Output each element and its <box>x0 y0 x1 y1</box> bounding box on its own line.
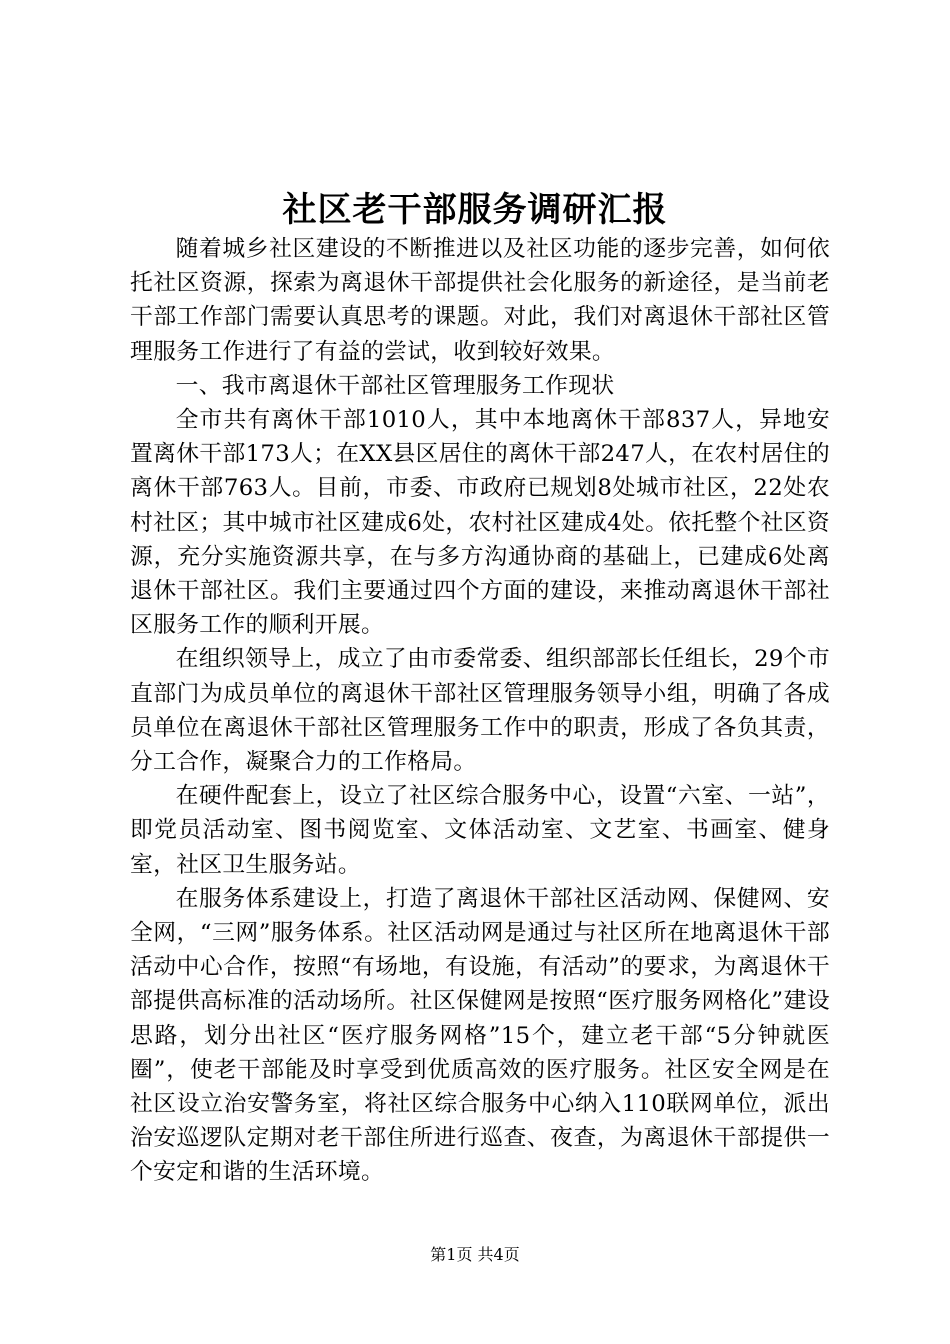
paragraph-hardware: 在硬件配套上，设立了社区综合服务中心，设置“六室、一站”，即党员活动室、图书阅览室、文体活动室、文艺室、书画室、健身室，社区卫生服务站。 <box>130 783 830 878</box>
paragraph-organization: 在组织领导上，成立了由市委常委、组织部部长任组长，29个市直部门为成员单位的离退休干部社区管理服务领导小组，明确了各成员单位在离退休干部社区管理服务工作中的职责，形成了各负其责，分工合作，凝聚合力的工作格局。 <box>130 646 830 776</box>
paragraph-status: 全市共有离休干部1010人，其中本地离休干部837人，异地安置离休干部173人；在XX县区居住的离休干部247人，在农村居住的离休干部763人。目前，市委、市政府已规划8处城市社区，22处农村社区；其中城市社区建成6处，农村社区建成4处。依托整个社区资源，充分实施资源共享，在与多方沟通协商的基础上，已建成6处离退休干部社区。我们主要通过四个方面的建设，来推动离退休干部社区服务工作的顺利开展。 <box>130 407 830 639</box>
section-heading: 一、我市离退休干部社区管理服务工作现状 <box>175 372 615 399</box>
page-indicator: 第1页 共4页 <box>430 1245 520 1264</box>
paragraph-service-system: 在服务体系建设上，打造了离退休干部社区活动网、保健网、安全网，“三网”服务体系。社区活动网是通过与社区所在地离退休干部活动中心合作，按照“有场地，有设施，有活动”的要求，为离退休干部提供高标准的活动场所。社区保健网是按照“医疗服务网格化”建设思路，划分出社区“医疗服务网格”15个，建立老干部“5分钟就医圈”，使老干部能及时享受到优质高效的医疗服务。社区安全网是在社区设立治安警务室，将社区综合服务中心纳入110联网单位，派出治安巡逻队定期对老干部住所进行巡查、夜查，为离退休干部提供一个安定和谐的生活环境。 <box>130 885 830 1186</box>
document-title: 社区老干部服务调研汇报 <box>282 190 668 230</box>
document-body <box>130 232 830 1190</box>
paragraph-intro: 随着城乡社区建设的不断推进以及社区功能的逐步完善，如何依托社区资源，探索为离退休干部提供社会化服务的新途径，是当前老干部工作部门需要认真思考的课题。对此，我们对离退休干部社区管理服务工作进行了有益的尝试，收到较好效果。 <box>130 236 830 365</box>
